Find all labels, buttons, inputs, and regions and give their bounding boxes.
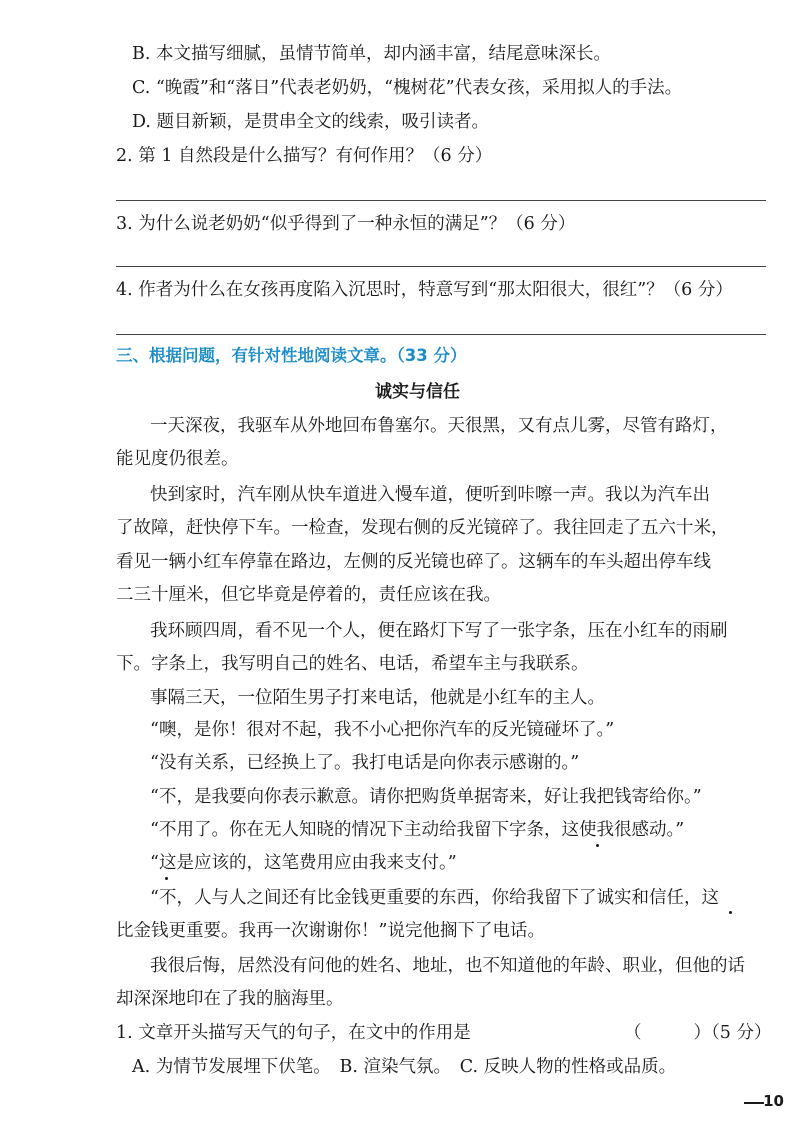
paragraph-line: “不，人与人之间还有比金钱更重要的东西，你给我留下了诚实和信任，这	[150, 888, 719, 908]
emphasis-dot	[729, 911, 732, 914]
option-b: B. 本文描写细腻，虽情节简单，却内涵丰富，结尾意味深长。	[132, 44, 611, 64]
answer-line-q4	[116, 334, 766, 335]
question-4: 4. 作者为什么在女孩再度陷入沉思时，特意写到“那太阳很大，很红”？（6 分）	[116, 280, 733, 300]
paragraph-line: 比金钱更重要。我再一次谢谢你！”说完他搁下了电话。	[116, 921, 545, 941]
emphasis-dot	[596, 844, 599, 847]
paragraph-line: 一天深夜，我驱车从外地回布鲁塞尔。天很黑，又有点儿雾，尽管有路灯，	[150, 416, 728, 436]
answer-bracket[interactable]	[624, 1021, 771, 1045]
answer-bracket-open: （	[624, 1023, 642, 1043]
option-c: C. “晚霞”和“落日”代表老奶奶，“槐树花”代表女孩，采用拟人的手法。	[132, 78, 683, 98]
option-d: D. 题目新颖，是贯串全文的线索，吸引读者。	[132, 112, 490, 132]
question-3: 3. 为什么说老奶奶“似乎得到了一种永恒的满足”？（6 分）	[116, 214, 576, 234]
question-2: 2. 第 1 自然段是什么描写？有何作用？（6 分）	[116, 146, 493, 166]
article-title: 诚实与信任	[375, 382, 460, 402]
answer-line-q3	[116, 266, 766, 267]
paragraph-line: 我环顾四周，看不见一个人，便在路灯下写了一张字条，压在小红车的雨刷	[150, 621, 728, 641]
emphasis-dot	[165, 877, 168, 880]
paragraph-line: “没有关系，已经换上了。我打电话是向你表示感谢的。”	[150, 753, 580, 773]
paragraph-line: 能见度仍很差。	[116, 449, 239, 469]
paragraph-line: 我很后悔，居然没有问他的姓名、地址，也不知道他的年龄、职业，但他的话	[150, 956, 745, 976]
page-number-dash	[744, 1102, 764, 1104]
paragraph-line: 下。字条上，我写明自己的姓名、电话，希望车主与我联系。	[116, 654, 589, 674]
paragraph-line: “不，是我要向你表示歉意。请你把购货单据寄来，好让我把钱寄给你。”	[150, 787, 702, 807]
paragraph-line: 了故障，赶快停下车。一检查，发现右侧的反光镜碎了。我往回走了五六十米，	[116, 518, 729, 538]
paragraph-line: “不用了。你在无人知晓的情况下主动给我留下字条，这使我很感动。”	[150, 820, 685, 840]
answer-line-q2	[116, 200, 766, 201]
paragraph-line: 却深深地印在了我的脑海里。	[116, 989, 344, 1009]
section-3-heading: 三、根据问题，有针对性地阅读文章。（33 分）	[116, 346, 467, 365]
question-1-score: ）（5 分）	[693, 1023, 772, 1043]
paragraph-line: 事隔三天，一位陌生男子打来电话，他就是小红车的主人。	[150, 688, 605, 708]
paragraph-line: 看见一辆小红车停靠在路边，左侧的反光镜也碎了。这辆车的车头超出停车线	[116, 552, 711, 572]
question-1: 1. 文章开头描写天气的句子，在文中的作用是	[116, 1023, 471, 1043]
paragraph-line: 快到家时，汽车刚从快车道进入慢车道，便听到咔嚓一声。我以为汽车出	[150, 485, 710, 505]
paragraph-line: “这是应该的，这笔费用应由我来支付。”	[150, 853, 457, 873]
page-number: 10	[763, 1092, 784, 1110]
paragraph-line: “噢，是你！很对不起，我不小心把你汽车的反光镜碰坏了。”	[150, 720, 615, 740]
question-1-options: A. 为情节发展埋下伏笔。 B. 渲染气氛。 C. 反映人物的性格或品质。	[132, 1057, 677, 1077]
paragraph-line: 二三十厘米，但它毕竟是停着的，责任应该在我。	[116, 585, 501, 605]
